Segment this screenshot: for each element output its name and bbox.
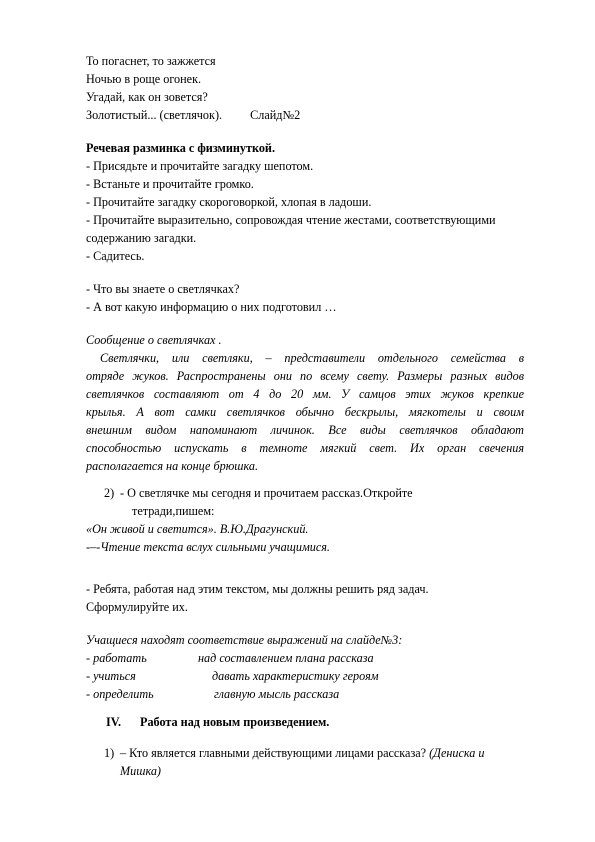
question-2: - А вот какую информацию о них подготовил …	[86, 300, 337, 314]
step-2-line-2: тетради,пишем:	[132, 504, 215, 518]
warmup-title: Речевая разминка с физминуткой.	[86, 141, 275, 155]
final-question-number: 1)	[104, 746, 115, 760]
warmup-item: - Прочитайте выразительно, сопровождая чтение жестами, соответствующими	[86, 213, 496, 227]
message-line: отряде жуков. Распространены они по всему свету. Размеры разных видов	[86, 369, 524, 383]
riddle-line-2: Ночью в роще огонек.	[86, 72, 202, 86]
matching-object: главную мысль рассказа	[214, 687, 340, 701]
matching-object: давать характеристику героям	[212, 669, 379, 683]
warmup-item: содержанию загадки.	[86, 231, 197, 245]
final-question-text: – Кто является главными действующими лицами рассказа?	[120, 746, 430, 760]
reading-note: -–-Чтение текста вслух сильными учащимися.	[86, 540, 330, 554]
riddle-line-3: Угадай, как он зовется?	[86, 90, 208, 104]
warmup-item: - Прочитайте загадку скороговоркой, хлопая в ладоши.	[86, 195, 372, 209]
final-question	[120, 745, 485, 763]
story-title: «Он живой и светится».	[86, 522, 220, 536]
matching-object: над составлением плана рассказа	[198, 651, 374, 665]
matching-verb: - определить	[86, 687, 154, 701]
story-author: В.Ю.Драгунский.	[219, 522, 309, 536]
section-4-title: Работа над новым произведением.	[140, 715, 330, 729]
matching-title: Учащиеся находят соответствие выражений на слайде№3:	[86, 633, 403, 647]
message-line: крылья. А вот самки светлячков обычно бескрылы, мягкотелы и своим	[86, 405, 524, 419]
story-title-line	[86, 521, 308, 539]
section-4-numeral: IV.	[106, 715, 122, 729]
matching-verb: - работать	[86, 651, 147, 665]
riddle-line-4	[86, 107, 300, 125]
question-1: - Что вы знаете о светлячках?	[86, 282, 240, 296]
final-question-answer: (Дениска и	[429, 746, 485, 760]
message-line: способностью испускать в темноте мягкий свет. Их орган свечения	[86, 441, 524, 455]
message-line: светлячков составляют от 4 до 20 мм. У самцов этих жуков крепкие	[86, 387, 524, 401]
warmup-item: - Садитесь.	[86, 249, 145, 263]
step-2-line-1: - О светлячке мы сегодня и прочитаем рассказ.Откройте	[120, 486, 413, 500]
message-line: располагается на конце брюшка.	[86, 459, 259, 473]
message-title: Сообщение о светлячках .	[86, 333, 222, 347]
riddle-line-1: То погаснет, то зажжется	[86, 54, 216, 68]
tasks-line-2: Сформулируйте их.	[86, 600, 188, 614]
matching-verb: - учиться	[86, 669, 136, 683]
message-line: Светлячки, или светляки, – представители отдельного семейства в	[100, 351, 524, 365]
tasks-line-1: - Ребята, работая над этим текстом, мы должны решить ряд задач.	[86, 582, 429, 596]
final-question-answer-cont: Мишка)	[120, 764, 161, 778]
warmup-item: - Встаньте и прочитайте громко.	[86, 177, 254, 191]
step-2-number: 2)	[104, 486, 115, 500]
warmup-item: - Присядьте и прочитайте загадку шепотом.	[86, 159, 314, 173]
riddle-answer: Золотистый... (светлячок).	[86, 108, 223, 122]
slide-reference: Слайд№2	[250, 108, 301, 122]
message-line: внешним видом напоминают личинок. Все виды светлячков обладают	[86, 423, 524, 437]
